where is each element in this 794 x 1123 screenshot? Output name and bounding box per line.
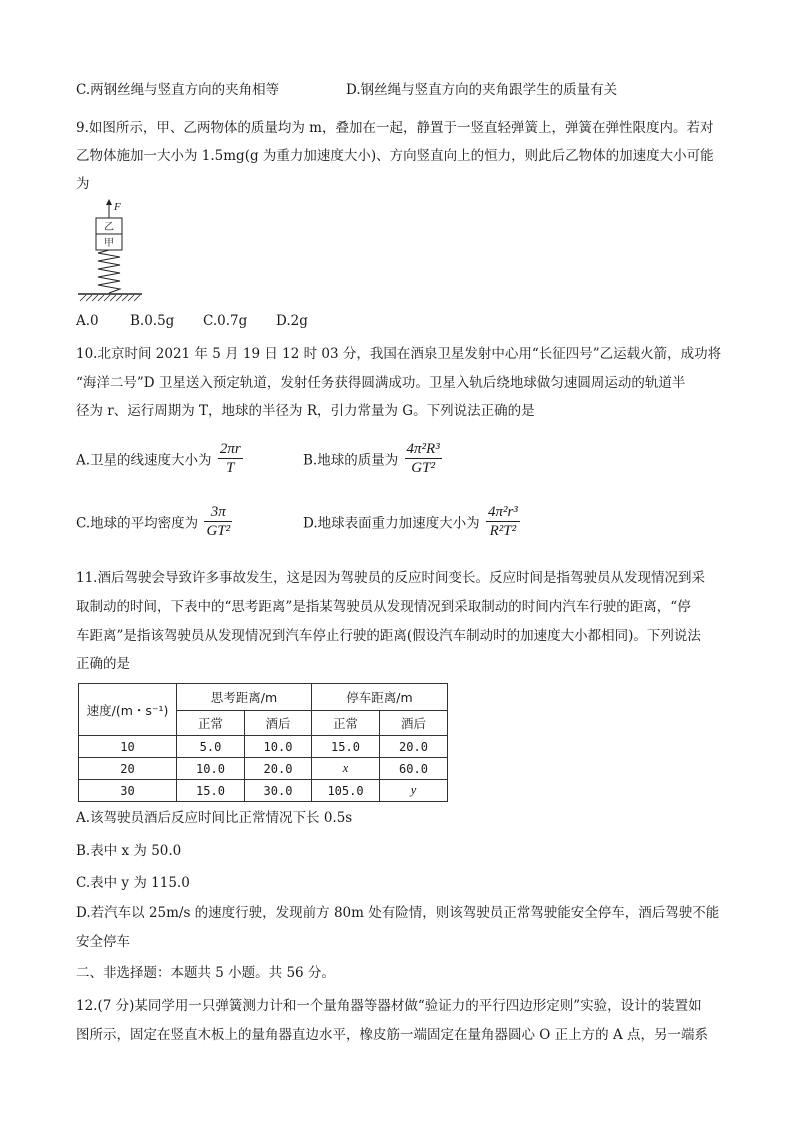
q9-stem-line3: 为 <box>76 176 90 192</box>
q11-option-c: C.表中 y 为 115.0 <box>76 875 190 891</box>
q9-spring-figure <box>78 198 148 306</box>
q10-option-a-denominator: T <box>226 460 235 476</box>
q9-option-b: B.0.5g <box>130 313 175 329</box>
table-cell: 5.0 <box>177 736 245 758</box>
q9-stem-line1: 9.如图所示，甲、乙两物体的质量均为 m，叠加在一起，静置于一竖直轻弹簧上，弹簧在弹性限度内。若对 <box>76 120 714 136</box>
q10-stem-line3: 径为 r、运行周期为 T，地球的半径为 R，引力常量为 G。下列说法正确的是 <box>76 403 535 419</box>
table-cell: 105.0 <box>312 780 380 802</box>
q10-option-d-fraction <box>486 503 520 540</box>
table-cell: x <box>312 758 380 780</box>
q11-stem-line3: 车距离”是指该驾驶员从发现情况到汽车停止行驶的距离(假设汽车制动时的加速度大小都相同)。下列说法 <box>76 628 701 644</box>
table-cell: y <box>380 780 448 802</box>
q9-block-yi: 乙 <box>104 222 114 233</box>
q10-option-c-text: C.地球的平均密度为 <box>76 515 199 532</box>
q10-option-b-numerator: 4π²R³ <box>406 441 440 457</box>
q9-option-c: C.0.7g <box>203 313 248 329</box>
q11-option-a: A.该驾驶员酒后反应时间比正常情况下长 0.5s <box>76 810 353 826</box>
q10-option-c-fraction <box>204 503 232 540</box>
table-cell: 15.0 <box>312 736 380 758</box>
think-drunk-header: 酒后 <box>245 711 312 736</box>
stop-normal-header: 正常 <box>312 711 380 736</box>
table-cell: 15.0 <box>177 780 245 802</box>
q10-option-c <box>76 503 232 540</box>
table-cell: 10.0 <box>245 736 312 758</box>
q12-stem-line1: 12.(7 分)某同学用一只弹簧测力计和一个量角器等器材做“验证力的平行四边形定则”实验，设计的装置如 <box>76 998 702 1014</box>
q10-stem-line1: 10.北京时间 2021 年 5 月 19 日 12 时 03 分，我国在酒泉卫星发射中心用“长征四号”乙运载火箭，成功将 <box>76 346 722 362</box>
q8-option-c: C.两钢丝绳与竖直方向的夹角相等 <box>76 82 280 98</box>
q9-stem-line2: 乙物体施加一大小为 1.5mg(g 为重力加速度大小)、方向竖直向上的恒力，则此后乙物体的加速度大小可能 <box>76 148 714 164</box>
table-row <box>79 736 448 758</box>
q10-option-d-denominator: R²T² <box>489 523 517 539</box>
q9-option-d: D.2g <box>276 313 308 329</box>
q10-option-a <box>76 440 243 477</box>
q10-option-b-fraction <box>405 440 442 477</box>
stop-distance-header: 停车距离/m <box>312 684 448 711</box>
table-header-row <box>79 684 448 711</box>
q11-option-d-line2: 安全停车 <box>76 934 130 950</box>
think-distance-header: 思考距离/m <box>177 684 312 711</box>
table-cell: 30 <box>79 780 177 802</box>
q11-stem-line2: 取制动的时间，下表中的“思考距离”是指某驾驶员从发现情况到采取制动的时间内汽车行驶的距离，“停 <box>76 599 691 615</box>
q10-option-d <box>303 503 520 540</box>
q10-option-a-numerator: 2πr <box>219 441 241 457</box>
q8-option-d: D.钢丝绳与竖直方向的夹角跟学生的质量有关 <box>346 82 618 98</box>
q10-option-d-text: D.地球表面重力加速度大小为 <box>303 515 480 532</box>
table-cell: 10 <box>79 736 177 758</box>
q9-option-a: A.0 <box>76 313 99 329</box>
q11-stem-line1: 11.酒后驾驶会导致许多事故发生，这是因为驾驶员的反应时间变长。反应时间是指驾驶员从发现情况到采 <box>76 570 705 586</box>
q10-option-a-fraction <box>218 440 243 477</box>
q10-stem-line2: “海洋二号”D 卫星送入预定轨道，发射任务获得圆满成功。卫星入轨后绕地球做匀速圆周运动的轨道半 <box>76 375 686 391</box>
table-cell: 30.0 <box>245 780 312 802</box>
q9-force-label: F <box>114 201 121 213</box>
table-cell: 20.0 <box>380 736 448 758</box>
q9-block-jia: 甲 <box>104 238 114 249</box>
q10-option-b <box>303 440 442 477</box>
table-row <box>79 758 448 780</box>
table-cell: 20 <box>79 758 177 780</box>
table-cell: 10.0 <box>177 758 245 780</box>
q11-stem-line4: 正确的是 <box>76 656 130 672</box>
section-heading: 二、非选择题：本题共 5 小题。共 56 分。 <box>76 965 335 981</box>
q11-option-b: B.表中 x 为 50.0 <box>76 843 182 859</box>
q10-option-c-denominator: GT² <box>206 523 231 539</box>
q11-option-d-line1: D.若汽车以 25m/s 的速度行驶，发现前方 80m 处有险情，则该驾驶员正常驾驶能安全停车，酒后驾驶不能 <box>76 905 720 921</box>
table-cell: 60.0 <box>380 758 448 780</box>
speed-header: 速度/(m・s⁻¹) <box>79 684 177 736</box>
stop-drunk-header: 酒后 <box>380 711 448 736</box>
table-row <box>79 780 448 802</box>
q10-option-a-text: A.卫星的线速度大小为 <box>76 452 212 469</box>
think-normal-header: 正常 <box>177 711 245 736</box>
q12-stem-line2: 图所示，固定在竖直木板上的量角器直边水平，橡皮筋一端固定在量角器圆心 O 正上方的 A 点，另一端系 <box>76 1027 708 1043</box>
q10-option-d-numerator: 4π²r³ <box>487 504 518 520</box>
q10-option-c-numerator: 3π <box>204 503 232 522</box>
table-cell: 20.0 <box>245 758 312 780</box>
q11-distance-table <box>78 683 448 802</box>
q10-option-b-text: B.地球的质量为 <box>303 452 399 469</box>
q10-option-b-denominator: GT² <box>411 460 435 476</box>
